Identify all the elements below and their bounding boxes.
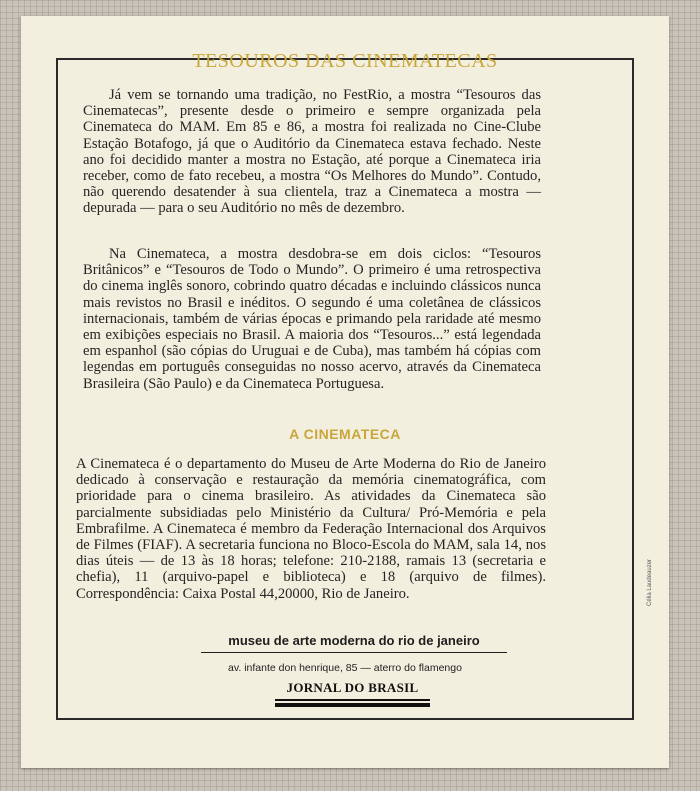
section-title: A CINEMATECA <box>289 426 401 442</box>
photo-credit: Célia Laudeauzer <box>647 558 653 606</box>
sponsor-rule-thin <box>275 699 430 701</box>
cinemateca-paragraph: A Cinemateca é o departamento do Museu de Arte Moderna do Rio de Janeiro dedicado à conservação e restauração da memória cinematográfica, com prioridade para o cinema brasileiro. As atividades da Cinemateca são parcialmente subsidiadas pelo Ministério da Cultura/ Pró-Memória e pela Embrafilme. A Cinemateca é membro da Federação Internacional dos Arquivos de Filmes (FIAF). A secretaria funciona no Bloco-Escola do MAM, sala 14, nos dias úteis — de 13 às 18 horas; telefone: 210-2188, ramais 13 (secretaria e chefia), 11 (arquivo-papel e biblioteca) e 18 (arquivo de filmes). Correspondência: Caixa Postal 44,20000, Rio de Janeiro. <box>76 456 546 602</box>
museum-address: av. infante don henrique, 85 — aterro do flamengo <box>228 662 462 674</box>
sponsor-name: JORNAL DO BRASIL <box>286 680 419 695</box>
flyer-sheet <box>21 16 669 768</box>
intro-paragraph: Já vem se tornando uma tradição, no FestRio, a mostra “Tesouros das Cinematecas”, presente desde o primeiro e sempre organizada pela Cinemateca do MAM. Em 85 e 86, a mostra foi realizada no Cine-Clube Estação Botafogo, já que o Auditório da Cinemateca estava fechado. Neste ano foi decidido manter a mostra no Estação, até porque a Cinemateca iria receber, como de fato recebeu, a mostra “Os Melhores do Mundo”. Contudo, não querendo desatender à sua clientela, traz a Cinemateca a mostra — depurada — para o seu Auditório no mês de dezembro. <box>83 87 541 217</box>
sponsor-rule-thick <box>275 703 430 707</box>
museum-name: museu de arte moderna do rio de janeiro <box>201 633 507 653</box>
cycles-paragraph: Na Cinemateca, a mostra desdobra-se em dois ciclos: “Tesouros Britânicos” e “Tesouros de Todo o Mundo”. O primeiro é uma retrospectiva do cinema inglês sonoro, cobrindo quatro décadas e incluindo clássicos nunca mais revistos no Brasil e inéditos. O segundo é uma coletânea de clássicos internacionais, também de várias épocas e primando pela raridade até mesmo em exibições especiais no Brasil. A maioria dos “Tesouros...” está legendada em espanhol (são cópias do Uruguai e de Cuba), mas também há cópias com legendas em português conseguidas no nosso acervo, através da Cinemateca Brasileira (São Paulo) e da Cinemateca Portuguesa. <box>83 246 541 392</box>
sponsor-logo <box>275 680 430 707</box>
page-title: TESOUROS DAS CINEMATECAS <box>192 50 498 72</box>
